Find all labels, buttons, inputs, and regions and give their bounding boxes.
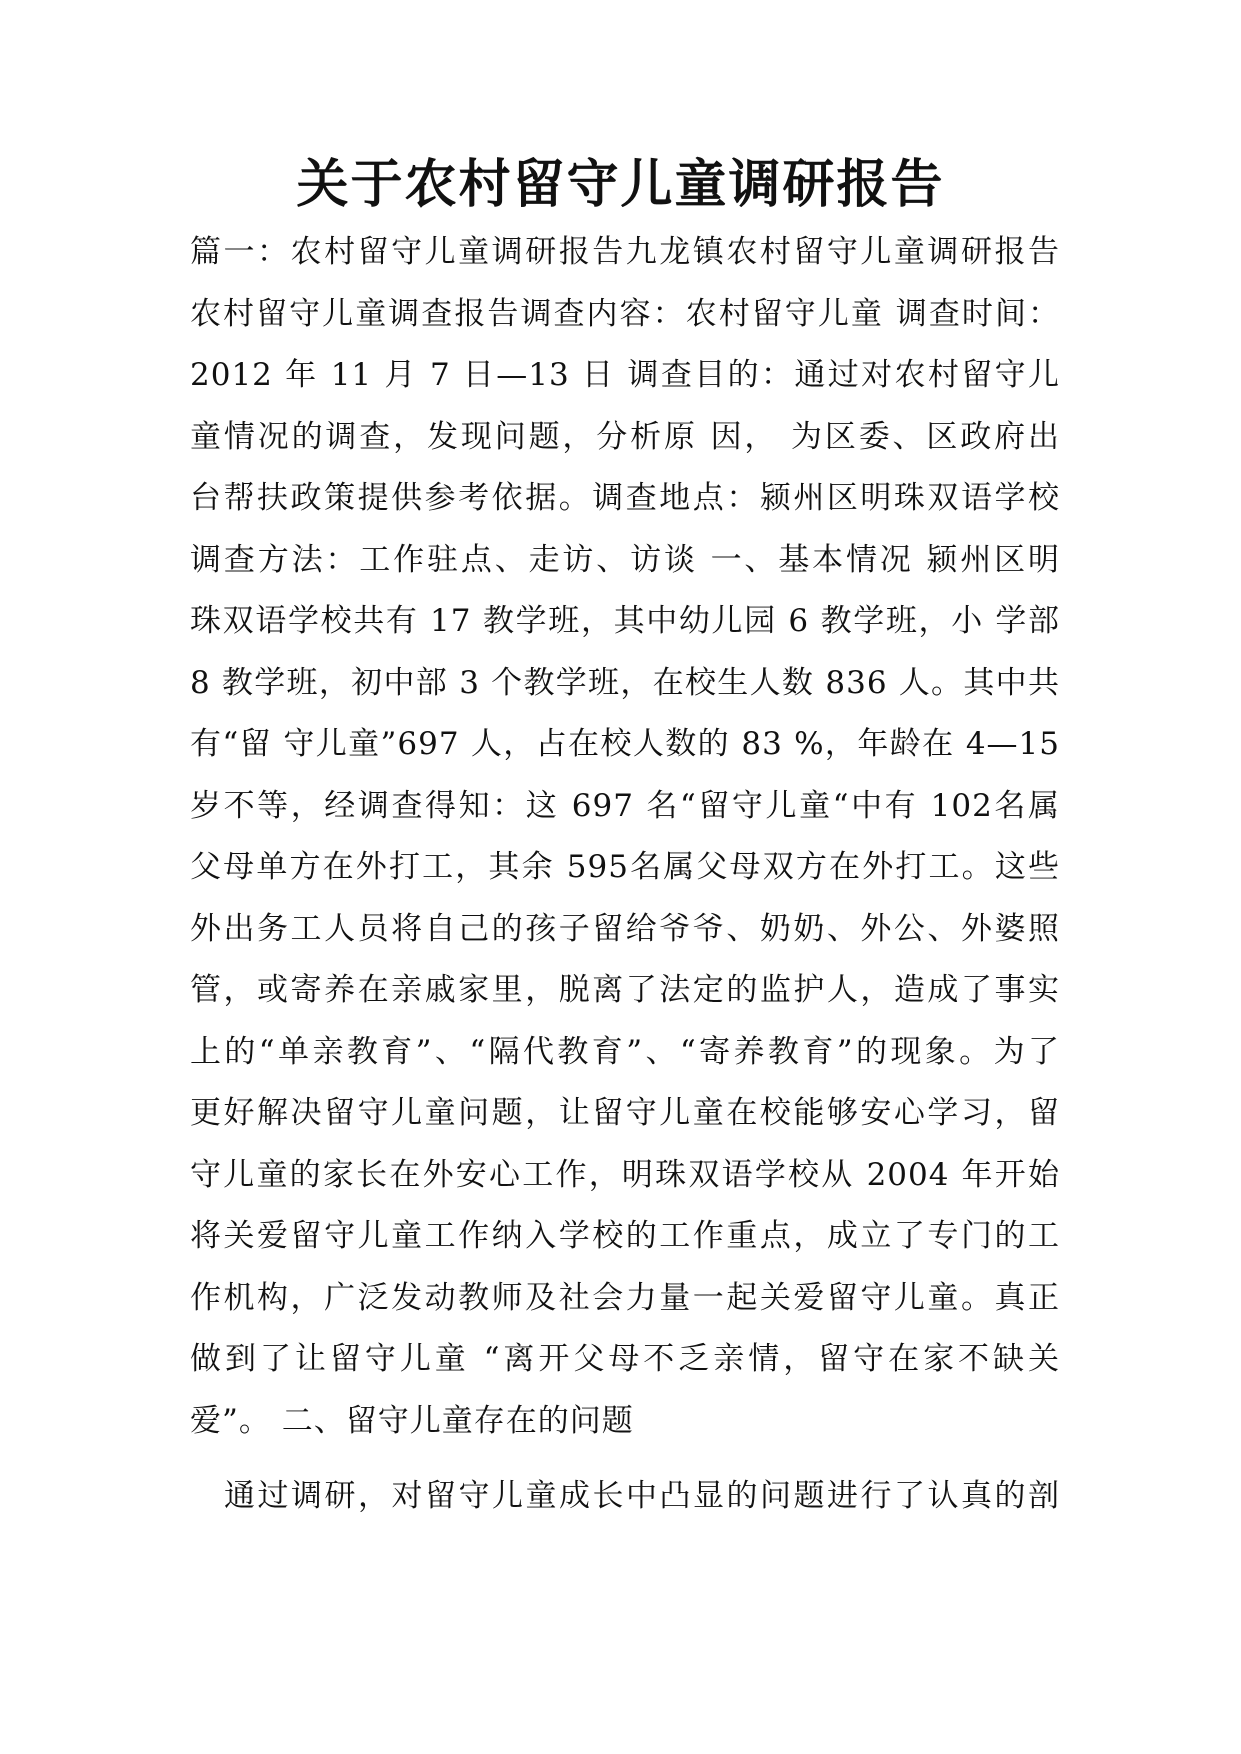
text-line: 2012 年 11 月 7 日—13 日 调查目的：通过对农村留守儿 bbox=[190, 357, 1060, 393]
text-line: 岁不等，经调查得知：这 697 名“留守儿童“中有 102名属 bbox=[190, 787, 1060, 824]
text-line: 珠双语学校共有 17 教学班，其中幼儿园 6 教学班，小 学部 bbox=[190, 603, 1060, 639]
document-title: 关于农村留守儿童调研报告 bbox=[296, 154, 945, 215]
text-line: 做到了让留守儿童 “离开父母不乏亲情，留守在家不缺关 bbox=[190, 1341, 1060, 1377]
text-line: 台帮扶政策提供参考依据。调查地点：颍州区明珠双语学校 bbox=[190, 480, 1060, 516]
text-line: 有“留 守儿童”697 人，占在校人数的 83 %，年龄在 4—15 bbox=[190, 726, 1060, 762]
text-line: 童情况的调查，发现问题，分析原 因， 为区委、区政府出 bbox=[190, 418, 1060, 455]
text-line: 管，或寄养在亲戚家里，脱离了法定的监护人，造成了事实 bbox=[190, 972, 1060, 1008]
text-line: 农村留守儿童调查报告调查内容：农村留守儿童 调查时间： bbox=[190, 295, 1060, 332]
text-line: 将关爱留守儿童工作纳入学校的工作重点，成立了专门的工 bbox=[190, 1218, 1060, 1254]
text-line: 守儿童的家长在外安心工作，明珠双语学校从 2004 年开始 bbox=[190, 1156, 1060, 1193]
document-body bbox=[190, 222, 1060, 1528]
text-line: 外出务工人员将自己的孩子留给爷爷、奶奶、外公、外婆照 bbox=[190, 910, 1060, 947]
text-line: 作机构，广泛发动教师及社会力量一起关爱留守儿童。真正 bbox=[190, 1279, 1060, 1316]
section-heading-line: 爱”。 二、留守儿童存在的问题 bbox=[190, 1402, 634, 1439]
paragraph-start-line: 通过调研，对留守儿童成长中凸显的问题进行了认真的剖 bbox=[224, 1478, 1060, 1514]
text-line: 更好解决留守儿童问题，让留守儿童在校能够安心学习，留 bbox=[190, 1095, 1060, 1131]
text-line: 篇一：农村留守儿童调研报告九龙镇农村留守儿童调研报告 bbox=[190, 234, 1060, 270]
text-line: 8 教学班，初中部 3 个教学班，在校生人数 836 人。其中共 bbox=[190, 664, 1060, 701]
text-line: 上的“单亲教育”、“隔代教育”、“寄养教育”的现象。为了 bbox=[190, 1033, 1060, 1070]
text-line: 父母单方在外打工，其余 595名属父母双方在外打工。这些 bbox=[190, 849, 1060, 885]
text-line: 调查方法：工作驻点、走访、访谈 一、基本情况 颍州区明 bbox=[190, 541, 1060, 578]
